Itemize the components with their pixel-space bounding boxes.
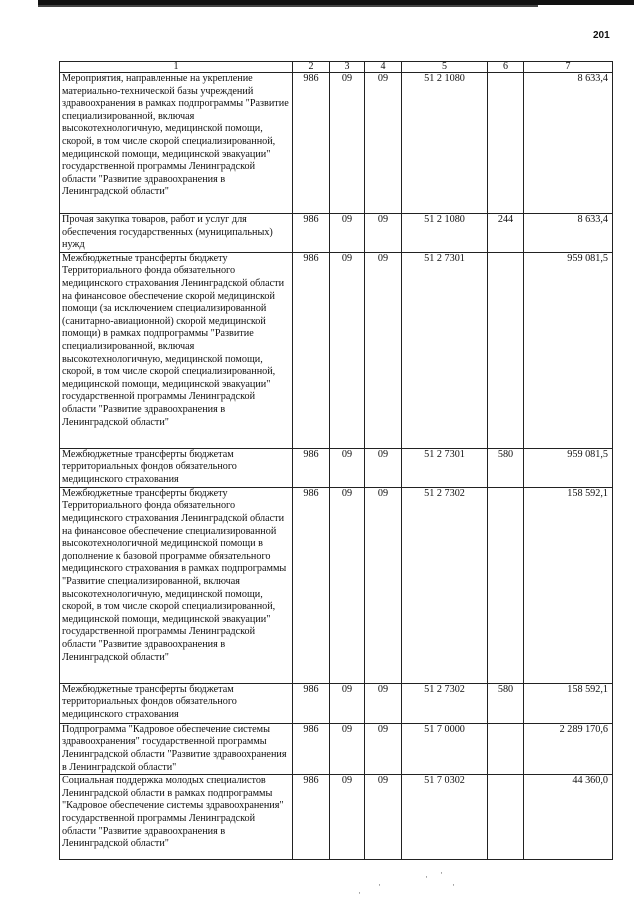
row-amount: 8 633,4 xyxy=(524,214,613,253)
row-amount: 2 289 170,6 xyxy=(524,723,613,774)
table-row xyxy=(60,723,613,774)
row-admin-code: 986 xyxy=(293,252,330,448)
row-expense-type: 244 xyxy=(488,214,524,253)
row-expense-type xyxy=(488,775,524,860)
scan-top-edge-shadow xyxy=(38,5,538,7)
row-name: Межбюджетные трансферты бюджетам территориальных фондов обязательного медицинского страхования xyxy=(60,448,293,487)
row-admin-code: 986 xyxy=(293,448,330,487)
row-section: 09 xyxy=(330,487,365,683)
row-subsection: 09 xyxy=(365,683,402,723)
table-row xyxy=(60,448,613,487)
row-amount: 44 360,0 xyxy=(524,775,613,860)
row-target-item: 51 2 1080 xyxy=(402,73,488,214)
row-expense-type xyxy=(488,487,524,683)
header-cell: 5 xyxy=(402,62,488,73)
row-target-item: 51 2 7302 xyxy=(402,487,488,683)
row-target-item: 51 2 7302 xyxy=(402,683,488,723)
row-section: 09 xyxy=(330,252,365,448)
row-name: Межбюджетные трансферты бюджету Территориального фонда обязательного медицинского страхования Ленинградской области на финансовое обеспечение специализированной высокотехнологичной медицинской помощи в дополнение к базовой программе обязательного медицинского страхования в рамках подпрограммы "Развитие специализированной, включая высокотехнологичную, медицинской помощи, скорой, в том числе скорой специализированной, медицинской помощи, медицинской эвакуации" государственной программы Ленинградской области "Развитие здравоохранения в Ленинградской области" xyxy=(60,487,293,683)
table-row xyxy=(60,214,613,253)
scan-speck: · xyxy=(358,888,361,898)
row-name: Социальная поддержка молодых специалистов Ленинградской области в рамках подпрограммы "Кадровое обеспечение системы здравоохранения" государственной программы Ленинградской области "Развитие здравоохранения в Ленинградской области" xyxy=(60,775,293,860)
row-amount: 158 592,1 xyxy=(524,487,613,683)
row-subsection: 09 xyxy=(365,487,402,683)
budget-table xyxy=(59,61,613,860)
row-admin-code: 986 xyxy=(293,683,330,723)
table-row xyxy=(60,73,613,214)
row-section: 09 xyxy=(330,723,365,774)
row-amount: 959 081,5 xyxy=(524,252,613,448)
table-row xyxy=(60,775,613,860)
header-cell: 4 xyxy=(365,62,402,73)
header-cell: 2 xyxy=(293,62,330,73)
row-section: 09 xyxy=(330,683,365,723)
row-admin-code: 986 xyxy=(293,775,330,860)
row-amount: 158 592,1 xyxy=(524,683,613,723)
row-subsection: 09 xyxy=(365,252,402,448)
row-expense-type: 580 xyxy=(488,448,524,487)
table-row xyxy=(60,487,613,683)
row-target-item: 51 7 0302 xyxy=(402,775,488,860)
row-amount: 8 633,4 xyxy=(524,73,613,214)
row-subsection: 09 xyxy=(365,448,402,487)
row-admin-code: 986 xyxy=(293,214,330,253)
header-cell: 1 xyxy=(60,62,293,73)
row-subsection: 09 xyxy=(365,73,402,214)
row-subsection: 09 xyxy=(365,723,402,774)
table-row xyxy=(60,683,613,723)
row-section: 09 xyxy=(330,73,365,214)
row-target-item: 51 7 0000 xyxy=(402,723,488,774)
row-name: Межбюджетные трансферты бюджетам территориальных фондов обязательного медицинского страхования xyxy=(60,683,293,723)
scan-speck: · xyxy=(378,880,381,890)
header-cell: 6 xyxy=(488,62,524,73)
scan-speck: · xyxy=(425,872,428,882)
row-admin-code: 986 xyxy=(293,73,330,214)
row-amount: 959 081,5 xyxy=(524,448,613,487)
row-expense-type xyxy=(488,723,524,774)
row-name: Межбюджетные трансферты бюджету Территориального фонда обязательного медицинского страхования Ленинградской области на финансовое обеспечение скорой медицинской помощи (за исключением специализированной (санитарно-авиационной) скорой медицинской помощи) в рамках подпрограммы "Развитие специализированной, включая высокотехнологичную, медицинской помощи, скорой, в том числе скорой специализированной, медицинской помощи, медицинской эвакуации" государственной программы Ленинградской области "Развитие здравоохранения в Ленинградской области" xyxy=(60,252,293,448)
header-cell: 3 xyxy=(330,62,365,73)
page-number: 201 xyxy=(593,30,610,41)
row-section: 09 xyxy=(330,214,365,253)
row-admin-code: 986 xyxy=(293,487,330,683)
row-name: Мероприятия, направленные на укрепление материально-технической базы учреждений здравоохранения в рамках подпрограммы "Развитие специализированной, включая высокотехнологичную, медицинской помощи, скорой, в том числе скорой специализированной, медицинской помощи, медицинской эвакуации" государственной программы Ленинградской области "Развитие здравоохранения в Ленинградской области" xyxy=(60,73,293,214)
row-section: 09 xyxy=(330,448,365,487)
row-admin-code: 986 xyxy=(293,723,330,774)
row-name: Прочая закупка товаров, работ и услуг для обеспечения государственных (муниципальных) нужд xyxy=(60,214,293,253)
row-target-item: 51 2 7301 xyxy=(402,448,488,487)
row-expense-type: 580 xyxy=(488,683,524,723)
scan-speck: · xyxy=(452,880,455,890)
row-target-item: 51 2 7301 xyxy=(402,252,488,448)
row-subsection: 09 xyxy=(365,214,402,253)
row-name: Подпрограмма "Кадровое обеспечение системы здравоохранения" государственной программы Ленинградской области "Развитие здравоохранения в Ленинградской области" xyxy=(60,723,293,774)
row-target-item: 51 2 1080 xyxy=(402,214,488,253)
table-header-row xyxy=(60,62,613,73)
row-section: 09 xyxy=(330,775,365,860)
row-subsection: 09 xyxy=(365,775,402,860)
scan-speck: · xyxy=(440,868,443,878)
header-cell: 7 xyxy=(524,62,613,73)
row-expense-type xyxy=(488,252,524,448)
table-row xyxy=(60,252,613,448)
row-expense-type xyxy=(488,73,524,214)
